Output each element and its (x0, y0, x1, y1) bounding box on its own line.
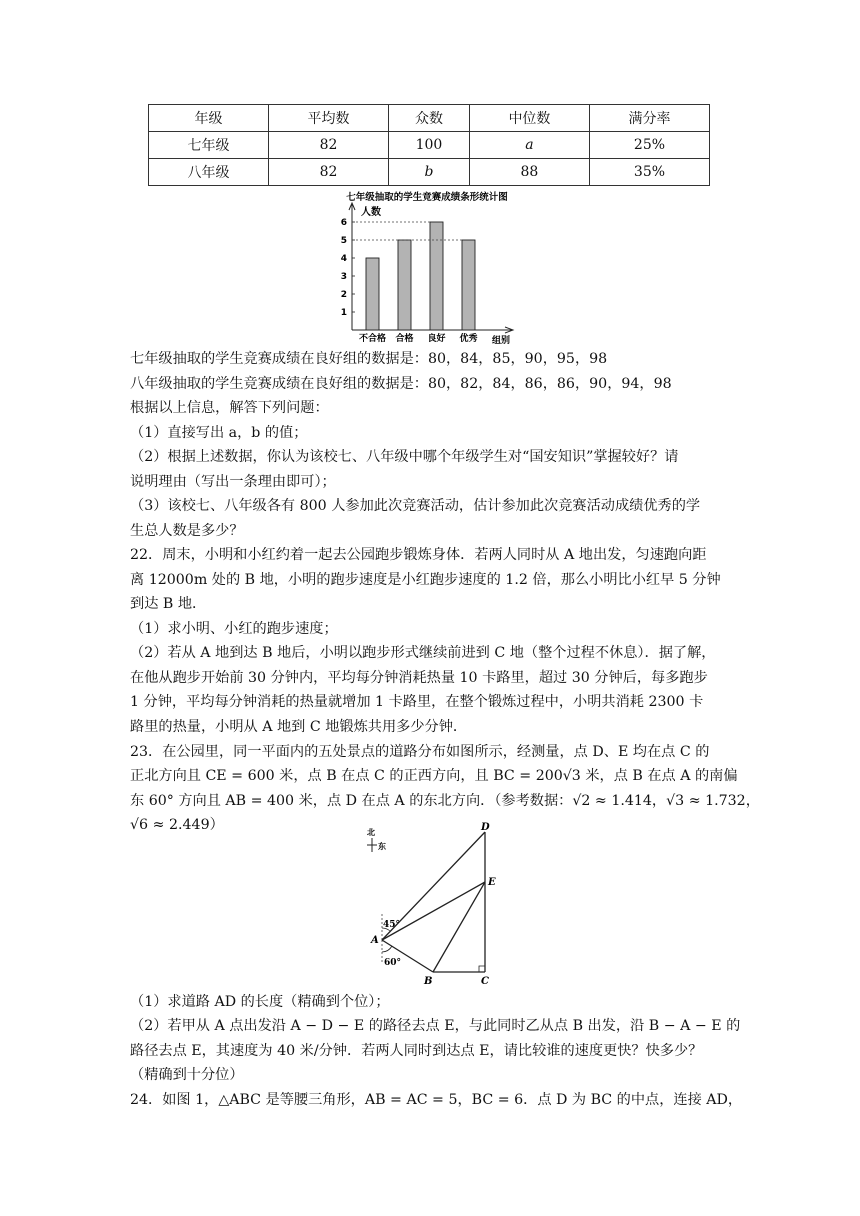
bar-良好 (430, 222, 443, 330)
bar-合格 (398, 240, 411, 330)
problem-23-q2-cont: （精确到十分位） (130, 1067, 244, 1083)
bar-优秀 (462, 240, 475, 330)
east-label: 东 (378, 841, 386, 851)
problem-22-cont: 离 12000m 处的 B 地，小明的跑步速度是小红跑步速度的 1.2 倍，那么小明比小红早 5 分钟 (130, 572, 721, 588)
y-tick-label: 4 (340, 254, 347, 264)
problem-22-q2: （2）若从 A 地到达 B 地后，小明以跑步形式继续前进到 C 地（整个过程不休息）．据了解， (130, 645, 716, 661)
problem-22-q2-cont: 1 分钟，平均每分钟消耗的热量就增加 1 卡路里，在整个锻炼过程中，小明共消耗 2300 卡 (130, 694, 704, 710)
table-cell: 82 (269, 132, 389, 159)
x-tick-label: 良好 (427, 334, 446, 344)
problem-22: 22．周末，小明和小红约着一起去公园跑步锻炼身体．若两人同时从 A 地出发，匀速跑向距 (130, 547, 707, 563)
y-tick-label: 2 (340, 290, 347, 300)
table-cell: 35% (589, 159, 709, 186)
chart-title: 七年级抽取的学生竞赛成绩条形统计图 (346, 192, 508, 203)
table-cell: b (389, 159, 470, 186)
bar-不合格 (366, 258, 379, 330)
angle-45-label: 45° (383, 920, 401, 930)
x-tick-label: 合格 (395, 334, 414, 344)
table-header-row (149, 105, 710, 132)
text-line: 根据以上信息，解答下列问题： (130, 400, 329, 416)
x-tick-label: 优秀 (459, 334, 478, 344)
text-line: 七年级抽取的学生竞赛成绩在良好组的数据是：80，84，85，90，95，98 (130, 351, 608, 367)
table-cell: 82 (269, 159, 389, 186)
problem-23-q2: （2）若甲从 A 点出发沿 A − D − E 的路径去点 E，与此同时乙从点 B 出发，沿 B − A − E 的 (130, 1018, 741, 1034)
problem-23-cont: √6 ≈ 2.449） (130, 817, 224, 833)
chart-ylabel: 人数 (361, 207, 381, 218)
problem-22-cont: 到达 B 地． (130, 596, 207, 612)
y-tick-label: 1 (340, 308, 347, 318)
question-2: （2）根据上述数据，你认为该校七、八年级中哪个年级学生对“国安知识”掌握较好？请 (130, 449, 679, 465)
y-tick-label: 6 (340, 218, 347, 228)
table-row (149, 159, 710, 186)
point-A: A (371, 935, 379, 946)
table-cell: 满分率 (589, 105, 709, 132)
text-line: 八年级抽取的学生竞赛成绩在良好组的数据是：80，82，84，86，86，90，94，98 (130, 376, 672, 392)
question-1: （1）直接写出 a，b 的值； (130, 425, 308, 441)
y-tick-label: 3 (340, 272, 347, 282)
table-cell: 七年级 (149, 132, 269, 159)
problem-22-q2-cont: 在他从跑步开始前 30 分钟内，平均每分钟消耗热量 10 卡路里，超过 30 分钟后，每多跑步 (130, 670, 708, 686)
bar-chart (330, 188, 520, 348)
north-label: 北 (367, 827, 375, 837)
table-cell: 众数 (389, 105, 470, 132)
table-row (149, 132, 710, 159)
park-diagram (360, 822, 520, 992)
question-3: （3）该校七、八年级各有 800 人参加此次竞赛活动，估计参加此次竞赛活动成绩优秀的学 (130, 498, 701, 514)
point-C: C (481, 976, 489, 987)
problem-23: 23．在公园里，同一平面内的五处景点的道路分布如图所示，经测量，点 D、E 均在点 C 的 (130, 744, 710, 760)
table-cell: 平均数 (269, 105, 389, 132)
problem-23-q1: （1）求道路 AD 的长度（精确到个位）； (130, 994, 390, 1010)
point-D: D (481, 822, 490, 833)
problem-22-q2-cont: 路里的热量，小明从 A 地到 C 地锻炼共用多少分钟． (130, 719, 468, 735)
x-tick-label: 不合格 (358, 334, 387, 344)
problem-22-q1: （1）求小明、小红的跑步速度； (130, 621, 338, 637)
point-E: E (488, 877, 496, 888)
problem-23-q2-cont: 路径去点 E，其速度为 40 米/分钟．若两人同时到达点 E，请比较谁的速度更快？快多少？ (130, 1043, 703, 1059)
question-3-cont: 生总人数是多少？ (130, 523, 244, 539)
angle-60-label: 60° (384, 958, 402, 968)
grade-stats-table (148, 104, 710, 186)
question-2-cont: 说明理由（写出一条理由即可）； (130, 474, 336, 490)
table-cell: 八年级 (149, 159, 269, 186)
chart-xlabel: 组别 (492, 336, 511, 346)
y-tick-label: 5 (340, 236, 347, 246)
table-cell: 100 (389, 132, 470, 159)
table-cell: 25% (589, 132, 709, 159)
table-cell: 中位数 (469, 105, 589, 132)
problem-23-cont: 东 60° 方向且 AB = 400 米，点 D 在点 A 的东北方向．（参考数据：√2 ≈ 1.414，√3 ≈ 1.732， (130, 793, 760, 809)
table-cell: 年级 (149, 105, 269, 132)
problem-24: 24．如图 1，△ABC 是等腰三角形，AB = AC = 5，BC = 6．点 D 为 BC 的中点，连接 AD， (130, 1092, 743, 1108)
point-B: B (424, 976, 433, 987)
table-cell: 88 (469, 159, 589, 186)
table-cell: a (469, 132, 589, 159)
problem-23-cont: 正北方向且 CE = 600 米，点 B 在点 C 的正西方向，且 BC = 200√3 米，点 B 在点 A 的南偏 (130, 768, 738, 784)
